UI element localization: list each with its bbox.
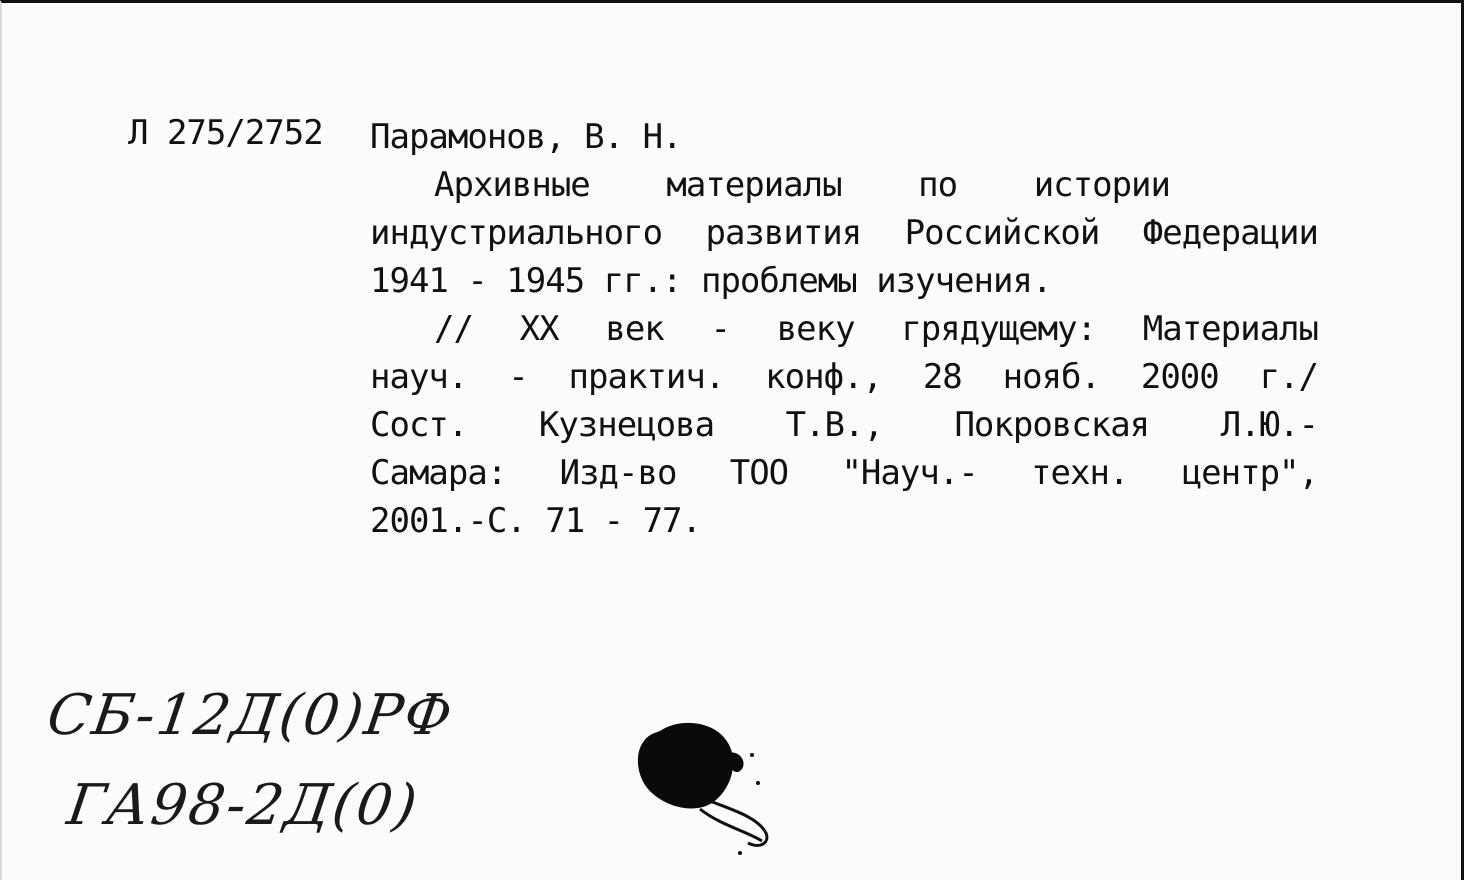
source-line-4: Самара: Изд-во ТОО "Науч.- техн. центр", bbox=[370, 453, 1318, 493]
handwritten-shelfmark-2: ГА98-2Д(0) bbox=[63, 773, 423, 838]
source-line-2: науч. - практич. конф., 28 нояб. 2000 г./ bbox=[370, 357, 1318, 397]
source-line-1: // XX век - веку грядущему: Материалы bbox=[434, 309, 1318, 349]
bibliographic-entry bbox=[370, 113, 1318, 545]
call-number: Л 275/2752 bbox=[128, 113, 323, 153]
ink-blot-stain bbox=[630, 713, 780, 863]
author: Парамонов, В. Н. bbox=[370, 117, 682, 157]
title-line-1: Архивные материалы по истории bbox=[434, 165, 1170, 205]
title-line-2: индустриального развития Российской Федерации bbox=[370, 213, 1318, 253]
title-line-3: 1941 - 1945 гг.: проблемы изучения. bbox=[370, 261, 1052, 301]
handwritten-shelfmark-1: СБ-12Д(0)РФ bbox=[43, 683, 458, 748]
source-line-5: 2001.-С. 71 - 77. bbox=[370, 501, 701, 541]
source-line-3: Сост. Кузнецова Т.В., Покровская Л.Ю.- bbox=[370, 405, 1318, 445]
